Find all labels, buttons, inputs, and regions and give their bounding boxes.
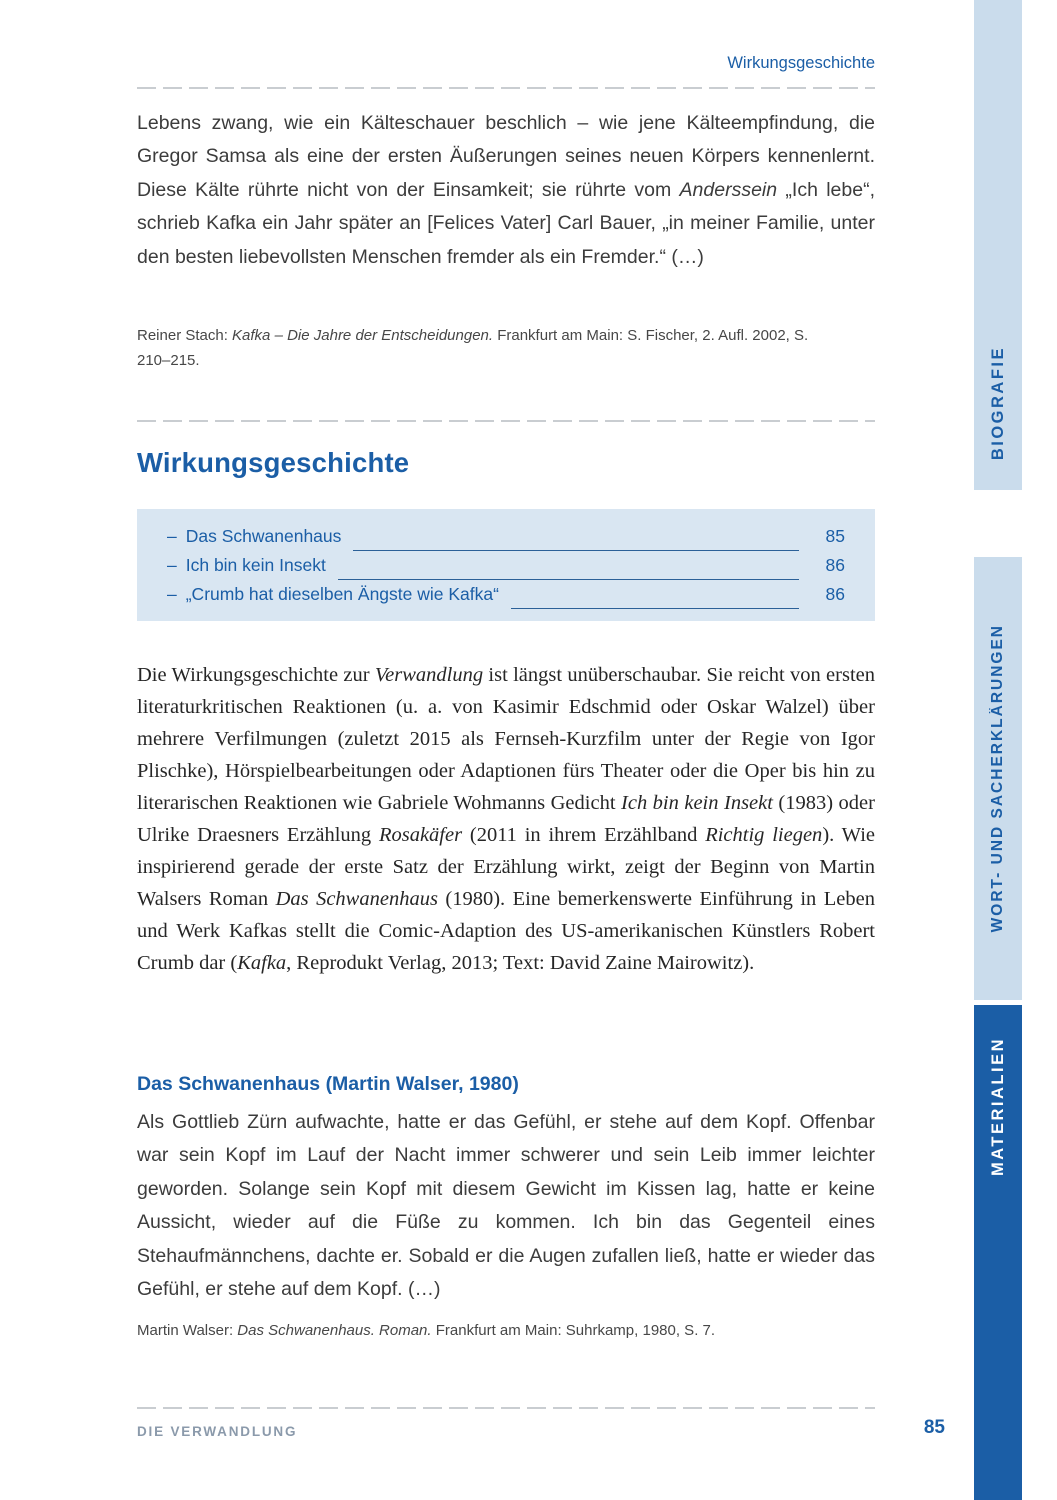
toc-dash: – bbox=[167, 555, 177, 575]
toc-entry-das-schwanenhaus[interactable] bbox=[167, 526, 845, 555]
stach-citation: Reiner Stach: Kafka – Die Jahre der Entscheidungen. Frankfurt am Main: S. Fischer, 2. Aufl. 2002, S. 210–215. bbox=[137, 327, 809, 369]
tab-materialien-label: MATERIALIEN bbox=[988, 1037, 1007, 1177]
tab-biografie[interactable] bbox=[974, 0, 1022, 490]
section-title: Wirkungsgeschichte bbox=[137, 447, 410, 478]
toc-dash: – bbox=[167, 526, 177, 546]
toc-leader-line bbox=[338, 579, 799, 580]
toc-label: Das Schwanenhaus bbox=[185, 526, 342, 546]
toc-leader-line bbox=[511, 608, 799, 609]
tab-biografie-label: BIOGRAFIE bbox=[988, 345, 1007, 460]
footer-divider bbox=[137, 1407, 875, 1409]
toc-page-number: 86 bbox=[825, 584, 845, 604]
section-toc-box bbox=[137, 509, 875, 621]
toc-leader-line bbox=[353, 550, 799, 551]
walser-excerpt-paragraph: Als Gottlieb Zürn aufwachte, hatte er das Gefühl, er stehe auf dem Kopf. Offenbar war sein Kopf im Lauf der Nacht immer schwerer und sein Leib immer leichter geworden. Solange sein Kopf mit diesem Gewicht im Kissen lag, hatte er keine Aussicht, wieder auf die Füße zu kommen. Ich bin das Gegenteil eines Stehaufmännchens, dachte er. Sobald er die Augen zufallen ließ, hatte er wieder das Gefühl, er stehe auf dem Kopf. (…) bbox=[137, 1111, 875, 1301]
top-divider bbox=[137, 87, 875, 89]
tab-wort-und-sacherklaerungen-label: WORT- UND SACHERKLÄRUNGEN bbox=[989, 624, 1006, 933]
footer-page-number: 85 bbox=[923, 1417, 945, 1438]
section-intro-paragraph: Die Wirkungsgeschichte zur Verwandlung ist längst unüberschaubar. Sie reicht von ersten literaturkritischen Reaktionen (u. a. von Kasimir Edschmid oder Oskar Walzel) über mehrere Verfilmungen (zuletzt 2015 als Fernseh-Kurzfilm unter der Regie von Igor Plischke), Hörspielbearbeitungen oder Adaptionen fürs Theater oder die Oper bis hin zu literarischen Reaktionen wie Gabriele Wohmanns Gedicht Ich bin kein Insekt (1983) oder Ulrike Draesners Erzählung Rosakäfer (2011 in ihrem Erzählband Richtig liegen). Wie inspirierend gerade der erste Satz der Erzählung wirkt, zeigt der Beginn von Martin Walsers Roman Das Schwanenhaus (1980). Eine bemerkenswerte Einführung in Leben und Werk Kafkas stellt die Comic-Adaption des US-amerikanischen Künstlers Robert Crumb dar (Kafka, Reprodukt Verlag, 2013; Text: David Zaine Mairowitz). bbox=[137, 664, 876, 974]
tab-wort-und-sacherklaerungen[interactable] bbox=[974, 557, 1022, 1000]
subsection-title: Das Schwanenhaus (Martin Walser, 1980) bbox=[137, 1073, 519, 1095]
stach-excerpt-paragraph: Lebens zwang, wie ein Kälteschauer beschlich – wie jene Kälteempfindung, die Gregor Samsa als eine der ersten Äußerungen seines neuen Körpers kennenlernt. Diese Kälte rührte nicht von der Einsamkeit; sie rührte vom Anderssein „Ich lebe“, schrieb Kafka ein Jahr später an [Felices Vater] Carl Bauer, „in meiner Familie, unter den besten liebevollsten Menschen fremder als ein Fremder.“ (…) bbox=[137, 112, 875, 268]
running-head: Wirkungsgeschichte bbox=[727, 54, 875, 72]
toc-page-number: 85 bbox=[825, 526, 845, 546]
tab-materialien[interactable] bbox=[974, 1005, 1022, 1500]
toc-entry-crumb[interactable] bbox=[167, 584, 845, 613]
toc-dash: – bbox=[167, 584, 177, 604]
footer-book-title: DIE VERWANDLUNG bbox=[137, 1424, 298, 1439]
section-divider bbox=[137, 420, 875, 422]
walser-citation: Martin Walser: Das Schwanenhaus. Roman. Frankfurt am Main: Suhrkamp, 1980, S. 7. bbox=[137, 1322, 716, 1339]
toc-label: Ich bin kein Insekt bbox=[185, 555, 326, 575]
toc-entry-ich-bin-kein-insekt[interactable] bbox=[167, 555, 845, 584]
toc-label: „Crumb hat dieselben Ängste wie Kafka“ bbox=[185, 584, 499, 604]
toc-page-number: 86 bbox=[825, 555, 845, 575]
